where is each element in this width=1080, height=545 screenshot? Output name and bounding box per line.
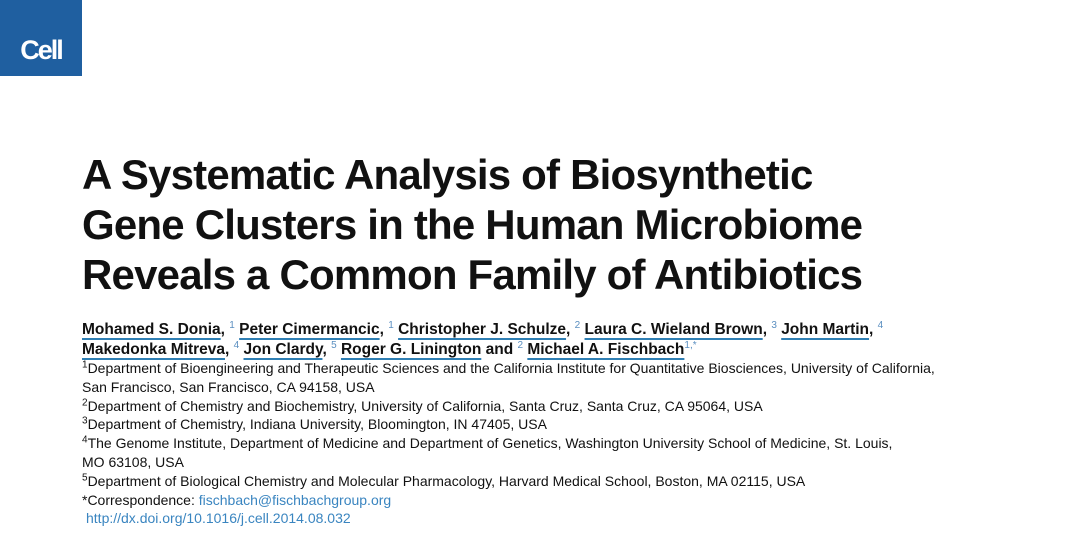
title-line: Reveals a Common Family of Antibiotics [82,251,863,298]
author-link[interactable]: Mohamed S. Donia [82,321,221,338]
author-separator: , [379,321,389,338]
author-link[interactable]: Jon Clardy [243,341,323,358]
author-separator: and [481,341,518,358]
affiliation-item [82,472,1072,491]
author-affiliation-superscript: 5 [331,339,337,351]
author-affiliation-superscript: 4 [233,339,240,351]
author-affiliation-superscript: 1 [229,319,235,331]
affiliation-superscript: 1 [82,359,88,371]
affiliation-item [82,397,1072,416]
author-link[interactable]: Roger G. Linington [340,341,482,358]
journal-logo[interactable] [0,0,82,76]
author-separator: , [869,321,878,338]
affiliation-superscript: 4 [82,434,88,446]
author-separator: , [566,321,575,338]
title-line: A Systematic Analysis of Biosynthetic [82,151,813,198]
author-separator: , [762,321,772,338]
doi-line [82,509,1072,528]
affiliation-item-continued: MO 63108, USA [82,453,184,470]
affiliation-item [82,434,1072,453]
correspondence-label: *Correspondence: [82,491,199,508]
author-separator: , [225,341,234,358]
author-affiliation-superscript: 2 [574,319,581,331]
affiliation-text: Department of Bioengineering and Therapeutic Sciences and the California Institute for Quantitative Biosciences, University of California, [87,360,935,376]
affiliation-item-continued: San Francisco, San Francisco, CA 94158, USA [82,378,375,395]
affiliation-superscript: 3 [82,415,88,427]
author-line-2 [82,340,1072,360]
author-list [82,320,1072,360]
article-title [82,150,1062,300]
affiliation-item [82,359,1072,378]
author-line-1 [82,320,1072,340]
author-affiliation-superscript: 3 [771,319,777,331]
author-link[interactable]: Laura C. Wieland Brown [584,321,763,338]
affiliation-text: Department of Chemistry, Indiana University, Bloomington, IN 47405, USA [87,416,547,433]
author-link[interactable]: Christopher J. Schulze [398,321,567,338]
affiliation-text: Department of Biological Chemistry and Molecular Pharmacology, Harvard Medical School, Boston, MA 02115, USA [87,472,806,489]
author-link[interactable]: Michael A. Fischbach [527,341,685,358]
author-separator: , [220,321,230,338]
author-link[interactable]: Peter Cimermancic [239,321,380,338]
journal-logo-text: Cell [20,35,62,65]
affiliation-superscript: 2 [82,396,88,408]
affiliation-item [82,415,1072,434]
affiliation-list [82,359,1072,528]
author-link[interactable]: John Martin [781,321,870,338]
author-affiliation-superscript: 4 [877,319,884,331]
doi-link[interactable]: http://dx.doi.org/10.1016/j.cell.2014.08.032 [86,510,351,527]
author-link[interactable]: Makedonka Mitreva [82,341,225,358]
author-affiliation-superscript: 1 [388,319,394,331]
affiliation-superscript: 5 [82,472,88,484]
affiliation-text: Department of Chemistry and Biochemistry, University of California, Santa Cruz, Santa Cruz, CA 95064, USA [87,397,763,414]
author-separator: , [322,341,332,358]
author-affiliation-superscript: 2 [517,339,524,351]
title-line: Gene Clusters in the Human Microbiome [82,201,863,248]
correspondence [82,491,1072,510]
author-affiliation-superscript: 1,* [684,339,697,351]
affiliation-text: The Genome Institute, Department of Medicine and Department of Genetics, Washington University School of Medicine, St. Louis, [87,435,893,452]
correspondence-email-link[interactable]: fischbach@fischbachgroup.org [198,491,392,508]
